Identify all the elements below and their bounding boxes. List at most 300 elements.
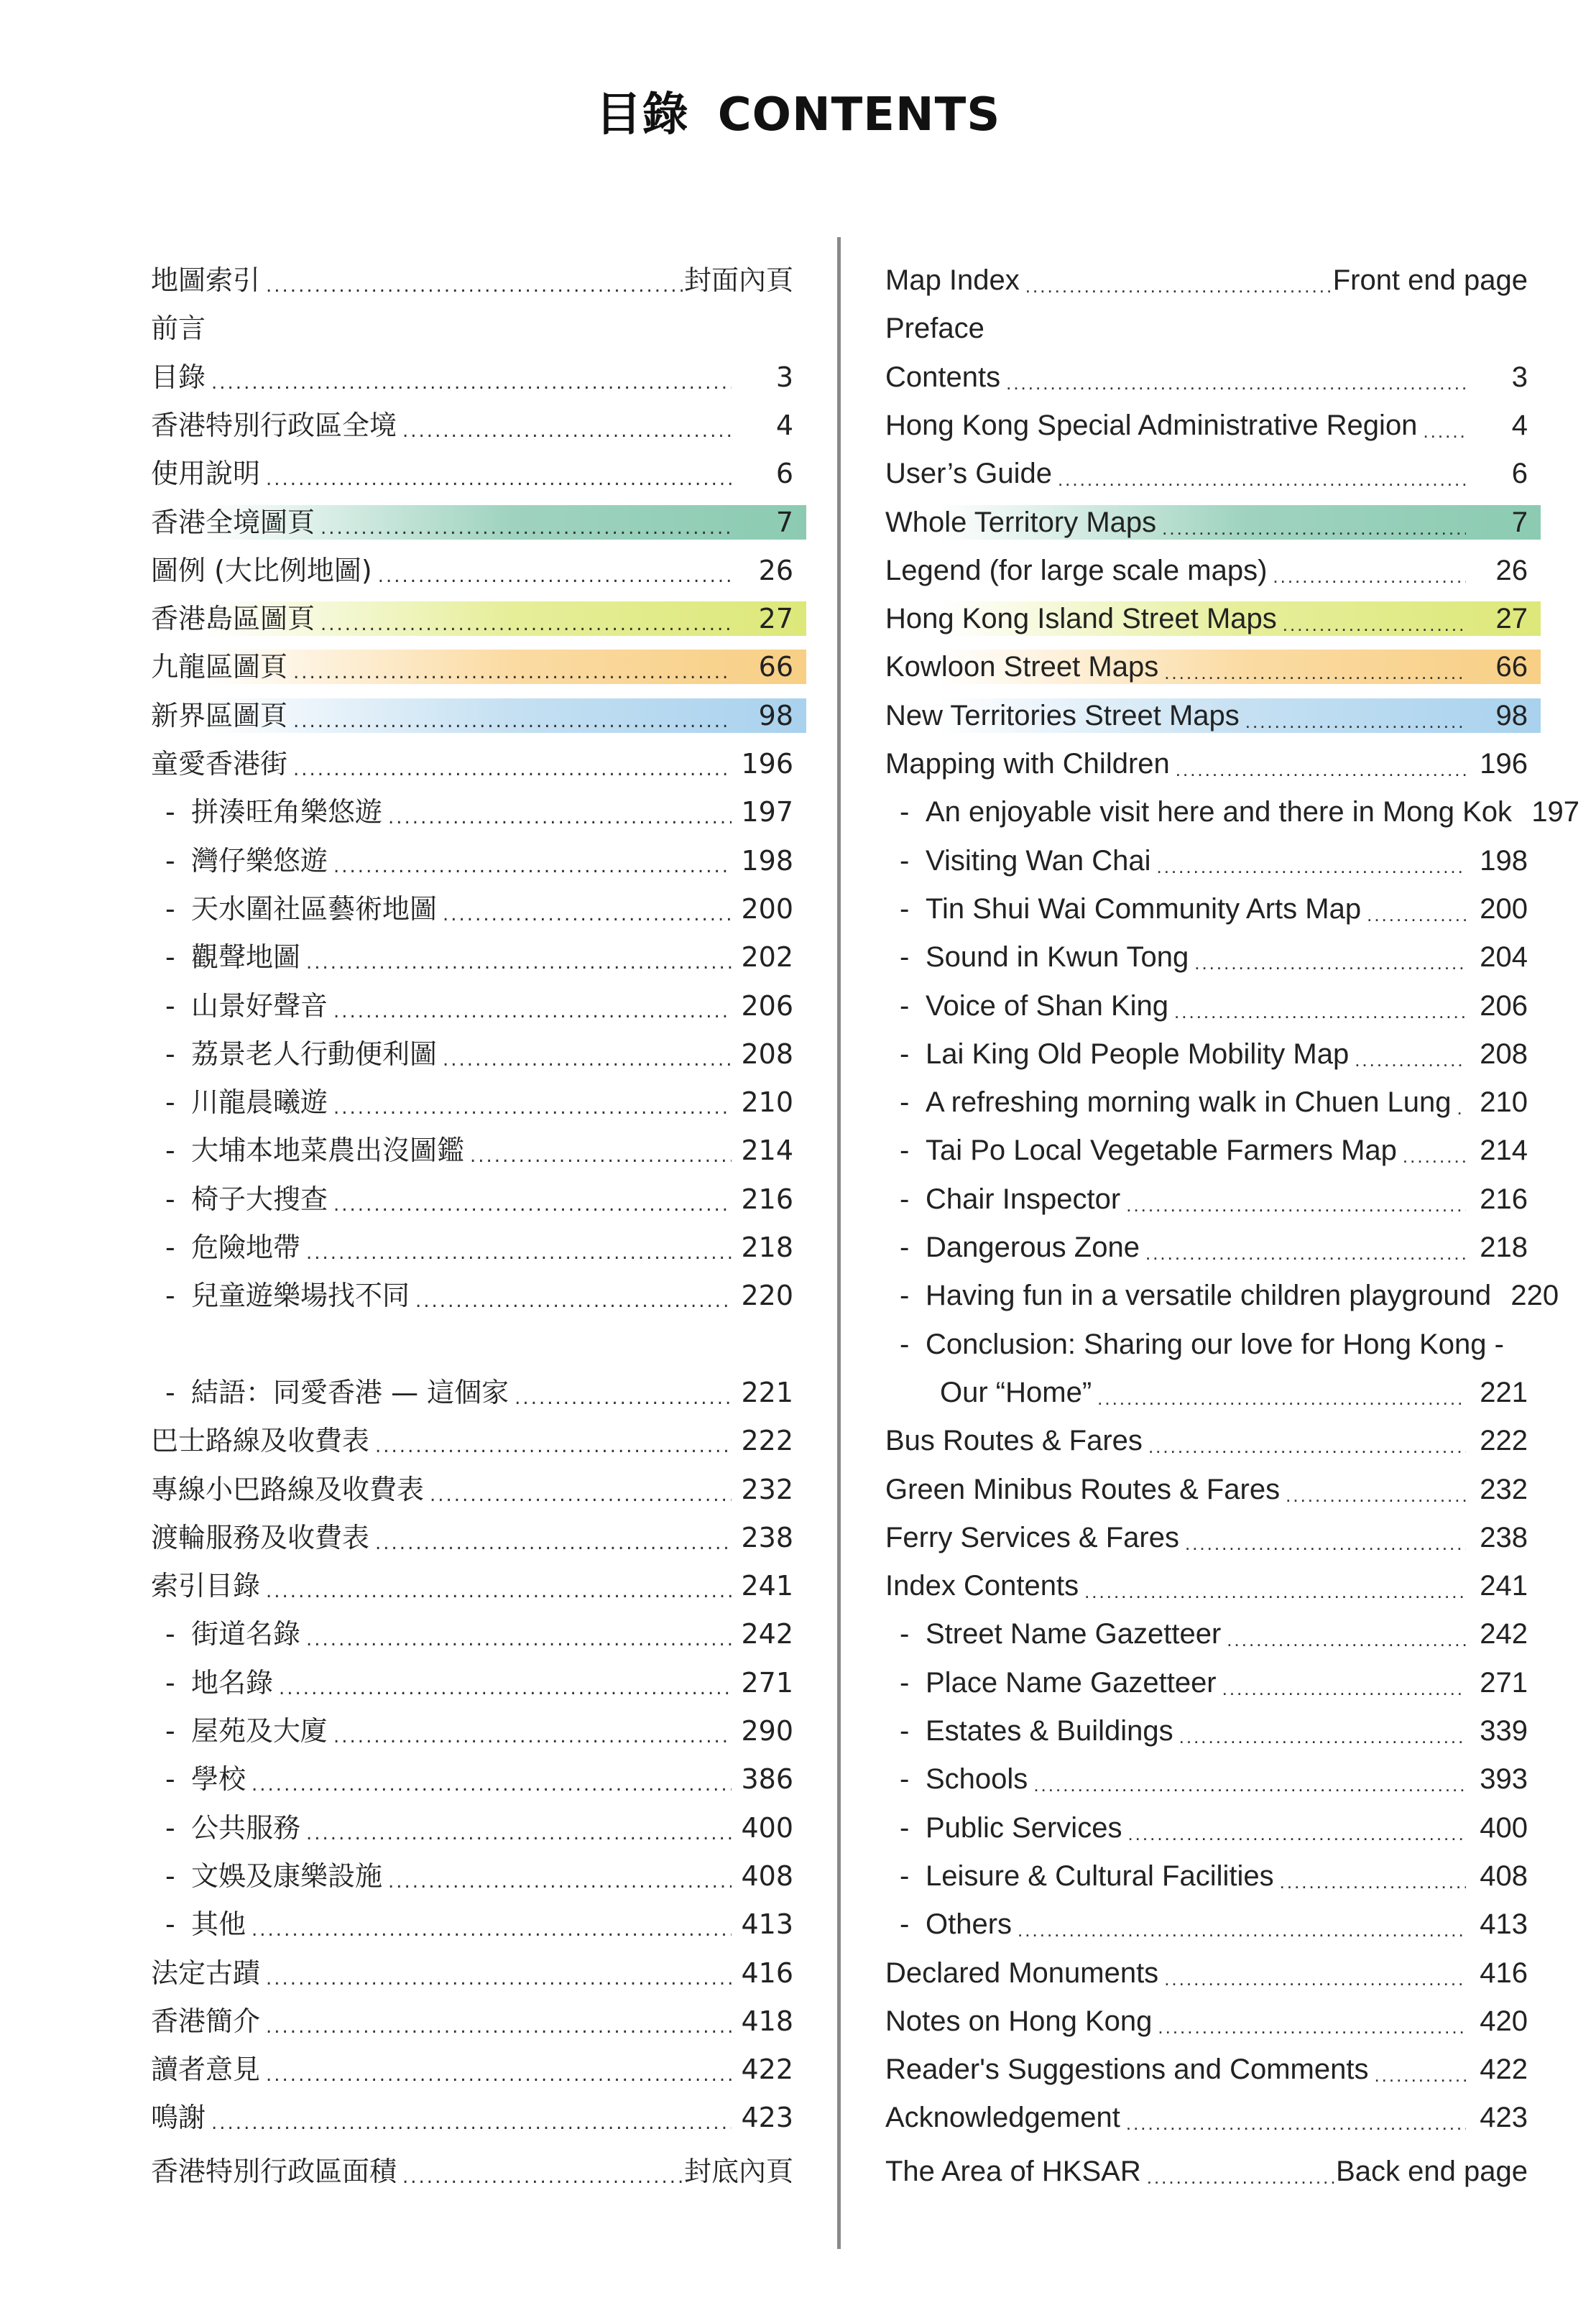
toc-entry-label: Visiting Wan Chai — [926, 844, 1151, 877]
toc-entry[interactable] — [885, 2154, 1541, 2189]
toc-entry-label: Whole Territory Maps — [885, 506, 1157, 538]
toc-entry[interactable] — [885, 1569, 1541, 1603]
toc-entry-page: 400 — [741, 1811, 793, 1844]
toc-entry-label: 九龍區圖頁 — [151, 651, 288, 683]
toc-entry-label: The Area of HKSAR — [885, 2156, 1141, 2187]
toc-entry[interactable] — [151, 1617, 806, 1651]
toc-entry-label: Index Contents — [885, 1570, 1079, 1602]
toc-entry-page: 封面內頁 — [683, 264, 793, 296]
toc-entry[interactable] — [885, 601, 1541, 636]
toc-entry-label: Others — [926, 1908, 1013, 1941]
toc-entry-page: 3 — [1511, 361, 1528, 393]
toc-entry-page: 422 — [741, 2054, 793, 2086]
toc-entry-label: Ferry Services & Fares — [885, 1521, 1179, 1553]
sub-entry-dash: - — [900, 1860, 910, 1892]
toc-entry-page: 3 — [775, 361, 793, 393]
toc-entry-label: Place Name Gazetteer — [926, 1666, 1217, 1699]
toc-entry-page: 26 — [758, 554, 793, 586]
dot-leader — [388, 800, 732, 829]
toc-entry-label: Notes on Hong Kong — [885, 2005, 1153, 2037]
toc-entry-label: Mapping with Children — [885, 748, 1170, 780]
sub-entry-dash: - — [165, 892, 175, 925]
toc-entry[interactable] — [151, 1956, 806, 1990]
toc-entry-label: 香港島區圖頁 — [151, 603, 315, 635]
toc-entry-page: 238 — [1480, 1521, 1528, 1553]
toc-entry[interactable] — [885, 360, 1541, 394]
toc-entry[interactable] — [151, 1472, 806, 1507]
toc-entry[interactable] — [151, 747, 806, 781]
toc-entry[interactable] — [151, 2052, 806, 2087]
toc-entry-label: Chair Inspector — [926, 1183, 1121, 1215]
toc-entry-label: 巴士路線及收費表 — [151, 1425, 370, 1457]
dot-leader — [1367, 897, 1466, 926]
toc-entry-page: 66 — [1495, 651, 1528, 683]
toc-entry[interactable] — [151, 892, 806, 926]
dot-leader — [266, 1574, 732, 1603]
toc-entry[interactable] — [151, 1230, 806, 1265]
dot-leader — [293, 704, 732, 733]
toc-entry[interactable] — [885, 505, 1541, 540]
toc-entry-label: Public Services — [926, 1811, 1122, 1844]
dot-leader — [266, 1962, 732, 1990]
dot-leader — [1162, 511, 1466, 540]
toc-entry[interactable] — [885, 1037, 1541, 1071]
toc-entry-label: 索引目錄 — [151, 1570, 261, 1602]
toc-entry-page: 241 — [1480, 1570, 1528, 1602]
toc-entry[interactable] — [885, 1375, 1541, 1410]
toc-entry-page: 222 — [1480, 1425, 1528, 1457]
toc-entry[interactable] — [151, 263, 806, 297]
toc-entry-page: 196 — [741, 748, 793, 780]
toc-entry[interactable] — [885, 1666, 1541, 1700]
toc-entry-label: 結語：同愛香港 — 這個家 — [191, 1376, 509, 1408]
toc-entry-page: 197 — [741, 796, 793, 828]
toc-entry[interactable] — [151, 311, 806, 346]
dot-leader — [266, 269, 683, 297]
toc-entry-page: 238 — [741, 1521, 793, 1553]
sub-entry-dash: - — [165, 1666, 175, 1699]
toc-entry-label: 其他 — [191, 1908, 246, 1941]
dot-leader — [1097, 1381, 1466, 1410]
toc-entry-page: 26 — [1495, 554, 1528, 586]
dot-leader — [252, 1768, 732, 1796]
toc-entry[interactable] — [151, 2100, 806, 2135]
toc-entry-label: 危險地帶 — [191, 1232, 301, 1263]
dot-leader — [306, 946, 732, 974]
dot-leader — [1176, 752, 1466, 781]
toc-entry-page: 7 — [775, 506, 793, 538]
toc-entry-label: Conclusion: Sharing our love for Hong Kong - — [926, 1328, 1504, 1360]
toc-entry-page: 208 — [741, 1038, 793, 1070]
toc-entry-page: 202 — [741, 941, 793, 974]
dot-leader — [1245, 704, 1466, 733]
toc-entry[interactable] — [151, 1859, 806, 1893]
dot-leader — [1084, 1574, 1466, 1603]
toc-entry[interactable] — [151, 1520, 806, 1555]
dot-leader — [1018, 1913, 1466, 1941]
toc-entry-page: 封底內頁 — [683, 2156, 793, 2187]
toc-entry[interactable] — [151, 1278, 806, 1313]
toc-entry-label: 專線小巴路線及收費表 — [151, 1473, 425, 1505]
dot-leader — [402, 414, 732, 443]
toc-entry-page: 413 — [741, 1908, 793, 1941]
toc-entry-label: 地圖索引 — [151, 264, 261, 296]
sub-entry-dash: - — [165, 1086, 175, 1119]
toc-entry-label: Street Name Gazetteer — [926, 1618, 1222, 1650]
toc-entry[interactable] — [885, 263, 1541, 297]
toc-entry-label: 香港特別行政區面積 — [151, 2156, 397, 2187]
sub-entry-dash: - — [900, 1715, 910, 1747]
sub-entry-dash: - — [900, 1908, 910, 1941]
sub-entry-dash: - — [165, 1135, 175, 1167]
toc-entry[interactable] — [885, 795, 1580, 829]
toc-entry-page: 214 — [1480, 1135, 1528, 1167]
toc-entry-page: 221 — [1480, 1376, 1528, 1408]
toc-entry[interactable] — [151, 1811, 806, 1845]
dot-leader — [320, 607, 732, 636]
toc-entry[interactable] — [151, 553, 806, 588]
toc-entry[interactable] — [151, 2154, 806, 2189]
toc-entry-page: 6 — [1511, 458, 1528, 490]
dot-leader — [1457, 1091, 1466, 1119]
dot-leader — [333, 1719, 732, 1748]
toc-entry-page: 408 — [741, 1860, 793, 1892]
toc-entry-label: Map Index — [885, 264, 1020, 296]
toc-entry-label: 童愛香港街 — [151, 748, 288, 780]
column-divider — [837, 237, 841, 2249]
dot-leader — [333, 1188, 732, 1216]
toc-entry-page: 200 — [1480, 892, 1528, 925]
toc-entry-page: 393 — [1480, 1763, 1528, 1796]
toc-entry-label: User’s Guide — [885, 458, 1052, 490]
dot-leader — [266, 2010, 732, 2038]
toc-entry-label: 香港全境圖頁 — [151, 506, 315, 538]
dot-leader — [333, 1091, 732, 1119]
dot-leader — [443, 1043, 732, 1071]
toc-entry-label: Preface — [885, 313, 984, 345]
toc-entry-label: 荔景老人行動便利圖 — [191, 1038, 438, 1070]
sub-entry-dash: - — [900, 1666, 910, 1699]
toc-entry[interactable] — [151, 1133, 806, 1168]
toc-entry-label: Green Minibus Routes & Fares — [885, 1473, 1281, 1505]
sub-entry-dash: - — [900, 892, 910, 925]
toc-entry[interactable] — [885, 2004, 1541, 2038]
toc-entry-label: 大埔本地菜農出沒圖鑑 — [191, 1135, 465, 1167]
dot-leader — [430, 1478, 732, 1507]
dot-leader — [266, 2058, 732, 2087]
toc-entry-page: 98 — [1495, 699, 1528, 731]
toc-entry-page: 206 — [741, 989, 793, 1022]
toc-entry[interactable] — [885, 1907, 1541, 1941]
toc-entry-label: 拼湊旺角樂悠遊 — [191, 796, 383, 828]
toc-entry-label: 觀聲地圖 — [191, 941, 301, 974]
dot-leader — [1127, 1816, 1466, 1845]
toc-entry-label: Lai King Old People Mobility Map — [926, 1038, 1350, 1070]
dot-leader — [1025, 269, 1332, 297]
dot-leader — [402, 2160, 683, 2189]
toc-entry-page: 206 — [1480, 989, 1528, 1022]
dot-leader — [1273, 559, 1466, 588]
toc-entry-page: 221 — [741, 1376, 793, 1408]
toc-entry[interactable] — [885, 1617, 1541, 1651]
sub-entry-dash: - — [900, 1811, 910, 1844]
dot-leader — [211, 366, 732, 394]
dot-leader — [1126, 2106, 1466, 2135]
toc-entry[interactable] — [151, 940, 806, 974]
sub-entry-dash: - — [900, 1763, 910, 1796]
toc-entry[interactable] — [151, 1714, 806, 1748]
toc-entry-page: 218 — [1480, 1232, 1528, 1263]
toc-entry-label: 前言 — [151, 313, 206, 345]
toc-entry-label: Voice of Shan King — [926, 989, 1169, 1022]
sub-entry-dash: - — [165, 1811, 175, 1844]
dot-leader — [252, 1913, 732, 1941]
toc-entry[interactable] — [885, 456, 1541, 491]
dot-leader — [293, 655, 732, 684]
toc-entry-label: 法定古蹟 — [151, 1957, 261, 1989]
sub-entry-dash: - — [900, 1618, 910, 1650]
dot-leader — [1145, 1236, 1466, 1265]
toc-entry[interactable] — [885, 844, 1541, 878]
sub-entry-dash: - — [900, 941, 910, 974]
toc-entry-page: 339 — [1480, 1715, 1528, 1747]
toc-entry-label: Tai Po Local Vegetable Farmers Map — [926, 1135, 1397, 1167]
dot-leader — [211, 2106, 732, 2135]
dot-leader — [1148, 1429, 1466, 1458]
toc-entry[interactable] — [885, 1133, 1541, 1168]
toc-entry-page: 416 — [741, 1957, 793, 1989]
toc-entry-label: Our “Home” — [940, 1376, 1092, 1408]
toc-entry-page: 241 — [741, 1570, 793, 1602]
toc-entry-label: Tin Shui Wai Community Arts Map — [926, 892, 1362, 925]
toc-entry[interactable] — [151, 360, 806, 394]
dot-leader — [1283, 607, 1466, 636]
toc-entry-page: 7 — [1511, 506, 1528, 538]
toc-entry[interactable] — [151, 1423, 806, 1458]
toc-entry-label: 鳴謝 — [151, 2102, 206, 2134]
sub-entry-dash: - — [165, 941, 175, 974]
dot-leader — [333, 849, 732, 878]
toc-entry-page: 220 — [741, 1280, 793, 1312]
dot-leader — [1403, 1139, 1466, 1168]
dot-leader — [1164, 655, 1466, 684]
toc-entry-label: Having fun in a versatile children playground — [926, 1280, 1492, 1312]
dot-leader — [1286, 1478, 1466, 1507]
toc-entry[interactable] — [885, 1278, 1559, 1313]
title-chinese: 目錄 — [595, 88, 689, 142]
toc-entry[interactable] — [151, 1182, 806, 1216]
toc-entry-label: Hong Kong Special Administrative Region — [885, 409, 1418, 441]
toc-entry[interactable] — [151, 1375, 806, 1410]
toc-entry-label: 公共服務 — [191, 1811, 301, 1844]
toc-entry-label: Hong Kong Island Street Maps — [885, 603, 1277, 635]
sub-entry-dash: - — [900, 1183, 910, 1215]
toc-entry-label: Contents — [885, 361, 1001, 393]
toc-entry-label: Declared Monuments — [885, 1957, 1159, 1989]
sub-entry-dash: - — [165, 1860, 175, 1892]
toc-entry[interactable] — [151, 456, 806, 491]
toc-entry[interactable] — [151, 2004, 806, 2038]
dot-leader — [388, 1865, 732, 1893]
toc-entry[interactable] — [885, 1859, 1541, 1893]
toc-entry-page: 218 — [741, 1232, 793, 1263]
toc-entry-page: 413 — [1480, 1908, 1528, 1941]
toc-entry[interactable] — [885, 1085, 1541, 1119]
toc-entry-label: 渡輪服務及收費表 — [151, 1521, 370, 1553]
sub-entry-dash: - — [900, 844, 910, 877]
dot-leader — [320, 511, 732, 540]
toc-entry-label: 圖例 (大比例地圖) — [151, 554, 372, 586]
toc-entry-label: 屋苑及大廈 — [191, 1715, 328, 1747]
dot-leader — [1222, 1671, 1466, 1700]
toc-entry[interactable] — [151, 650, 806, 684]
toc-entry[interactable] — [885, 747, 1541, 781]
toc-entry[interactable] — [151, 1085, 806, 1119]
toc-entry-page: Back end page — [1336, 2156, 1528, 2187]
toc-entry[interactable] — [151, 989, 806, 1023]
dot-leader — [515, 1381, 732, 1410]
toc-entry-label: New Territories Street Maps — [885, 699, 1240, 731]
toc-entry[interactable] — [151, 1907, 806, 1941]
sub-entry-dash: - — [900, 1086, 910, 1119]
toc-entry[interactable] — [885, 1714, 1541, 1748]
toc-entry-page: 216 — [741, 1183, 793, 1215]
sub-entry-dash: - — [165, 1908, 175, 1941]
toc-entry-page: 423 — [741, 2102, 793, 2134]
toc-entry[interactable] — [885, 1956, 1541, 1990]
toc-entry[interactable] — [885, 408, 1541, 443]
sub-entry-dash: - — [165, 1376, 175, 1408]
toc-entry[interactable] — [885, 1182, 1541, 1216]
dot-leader — [443, 897, 732, 926]
dot-leader — [1423, 414, 1466, 443]
dot-leader — [470, 1139, 732, 1168]
dot-leader — [375, 1429, 732, 1458]
dot-leader — [1355, 1043, 1466, 1071]
toc-entry-page: 197 — [1531, 796, 1580, 828]
toc-entry-page: 210 — [1480, 1086, 1528, 1119]
sub-entry-dash: - — [165, 1183, 175, 1215]
toc-entry-label: A refreshing morning walk in Chuen Lung — [926, 1086, 1452, 1119]
toc-entry[interactable] — [885, 2100, 1541, 2135]
dot-leader — [1185, 1526, 1466, 1555]
toc-entry-page: 214 — [741, 1135, 793, 1167]
dot-leader — [333, 994, 732, 1023]
sub-entry-dash: - — [165, 989, 175, 1022]
toc-entry-page: 386 — [741, 1763, 793, 1796]
toc-entry[interactable] — [885, 989, 1541, 1023]
dot-leader — [306, 1236, 732, 1265]
sub-entry-dash: - — [165, 1280, 175, 1312]
toc-entry[interactable] — [885, 1472, 1541, 1507]
toc-entry-page: 4 — [775, 409, 793, 441]
toc-entry[interactable] — [151, 1762, 806, 1796]
toc-entry-label: Acknowledgement — [885, 2102, 1120, 2134]
sub-entry-dash: - — [165, 1038, 175, 1070]
toc-entry[interactable] — [885, 1230, 1541, 1265]
dot-leader — [279, 1671, 732, 1700]
toc-entry-page: 4 — [1511, 409, 1528, 441]
toc-entry[interactable] — [885, 311, 1541, 346]
toc-entry-page: 198 — [1480, 844, 1528, 877]
toc-entry[interactable] — [151, 698, 806, 733]
toc-entry-label: 使用說明 — [151, 458, 261, 490]
dot-leader — [1179, 1719, 1466, 1748]
toc-entry[interactable] — [151, 601, 806, 636]
toc-entry[interactable] — [885, 1520, 1541, 1555]
toc-entry-label: Legend (for large scale maps) — [885, 554, 1268, 586]
page-title — [0, 78, 1596, 144]
toc-entry[interactable] — [885, 940, 1541, 974]
sub-entry-dash: - — [165, 1715, 175, 1747]
toc-entry[interactable] — [151, 505, 806, 540]
toc-entry-page: 420 — [1480, 2005, 1528, 2037]
toc-entry[interactable] — [885, 1811, 1541, 1845]
toc-entry-page: 200 — [741, 892, 793, 925]
toc-entry[interactable] — [885, 2052, 1541, 2087]
toc-entry-page: 400 — [1480, 1811, 1528, 1844]
toc-entry-page: 208 — [1480, 1038, 1528, 1070]
toc-entry-page: 271 — [741, 1666, 793, 1699]
toc-entry-label: 學校 — [191, 1763, 246, 1796]
dot-leader — [1174, 994, 1466, 1023]
dot-leader — [1194, 946, 1466, 974]
dot-leader — [266, 462, 732, 491]
dot-leader — [1374, 2058, 1466, 2087]
toc-entry-page: 232 — [1480, 1473, 1528, 1505]
toc-entry[interactable] — [151, 1569, 806, 1603]
title-english: CONTENTS — [717, 88, 1001, 142]
sub-entry-dash: - — [900, 796, 910, 828]
toc-entry-label: 街道名錄 — [191, 1618, 301, 1650]
toc-entry[interactable] — [151, 844, 806, 878]
toc-entry-page: 27 — [758, 603, 793, 635]
toc-entry[interactable] — [885, 1327, 1541, 1362]
toc-entry[interactable] — [151, 1666, 806, 1700]
dot-leader — [1126, 1188, 1466, 1216]
toc-entry-label: Dangerous Zone — [926, 1232, 1140, 1263]
sub-entry-dash: - — [165, 796, 175, 828]
toc-entry-label: 灣仔樂悠遊 — [191, 844, 328, 877]
toc-entry[interactable] — [885, 698, 1541, 733]
toc-entry-label: 目錄 — [151, 361, 206, 393]
toc-entry[interactable] — [885, 1762, 1541, 1796]
toc-entry[interactable] — [151, 408, 806, 443]
dot-leader — [375, 1526, 732, 1555]
dot-leader — [306, 1816, 732, 1845]
dot-leader — [1164, 1962, 1466, 1990]
toc-entry[interactable] — [885, 553, 1541, 588]
toc-entry[interactable] — [885, 650, 1541, 684]
toc-entry-page: 66 — [758, 651, 793, 683]
sub-entry-dash: - — [900, 989, 910, 1022]
dot-leader — [1280, 1865, 1466, 1893]
toc-entry-label: 新界區圖頁 — [151, 699, 288, 731]
toc-entry-label: 兒童遊樂場找不同 — [191, 1280, 410, 1312]
sub-entry-dash: - — [900, 1280, 910, 1312]
toc-entry-page: 220 — [1510, 1280, 1559, 1312]
toc-entry-page: 271 — [1480, 1666, 1528, 1699]
toc-entry[interactable] — [885, 1423, 1541, 1458]
toc-entry[interactable] — [151, 1037, 806, 1071]
toc-entry[interactable] — [885, 892, 1541, 926]
toc-entry-page: 422 — [1480, 2054, 1528, 2086]
toc-entry[interactable] — [151, 795, 806, 829]
dot-leader — [1158, 2010, 1466, 2038]
toc-entry-page: 27 — [1495, 603, 1528, 635]
dot-leader — [1006, 366, 1466, 394]
sub-entry-dash: - — [165, 1763, 175, 1796]
